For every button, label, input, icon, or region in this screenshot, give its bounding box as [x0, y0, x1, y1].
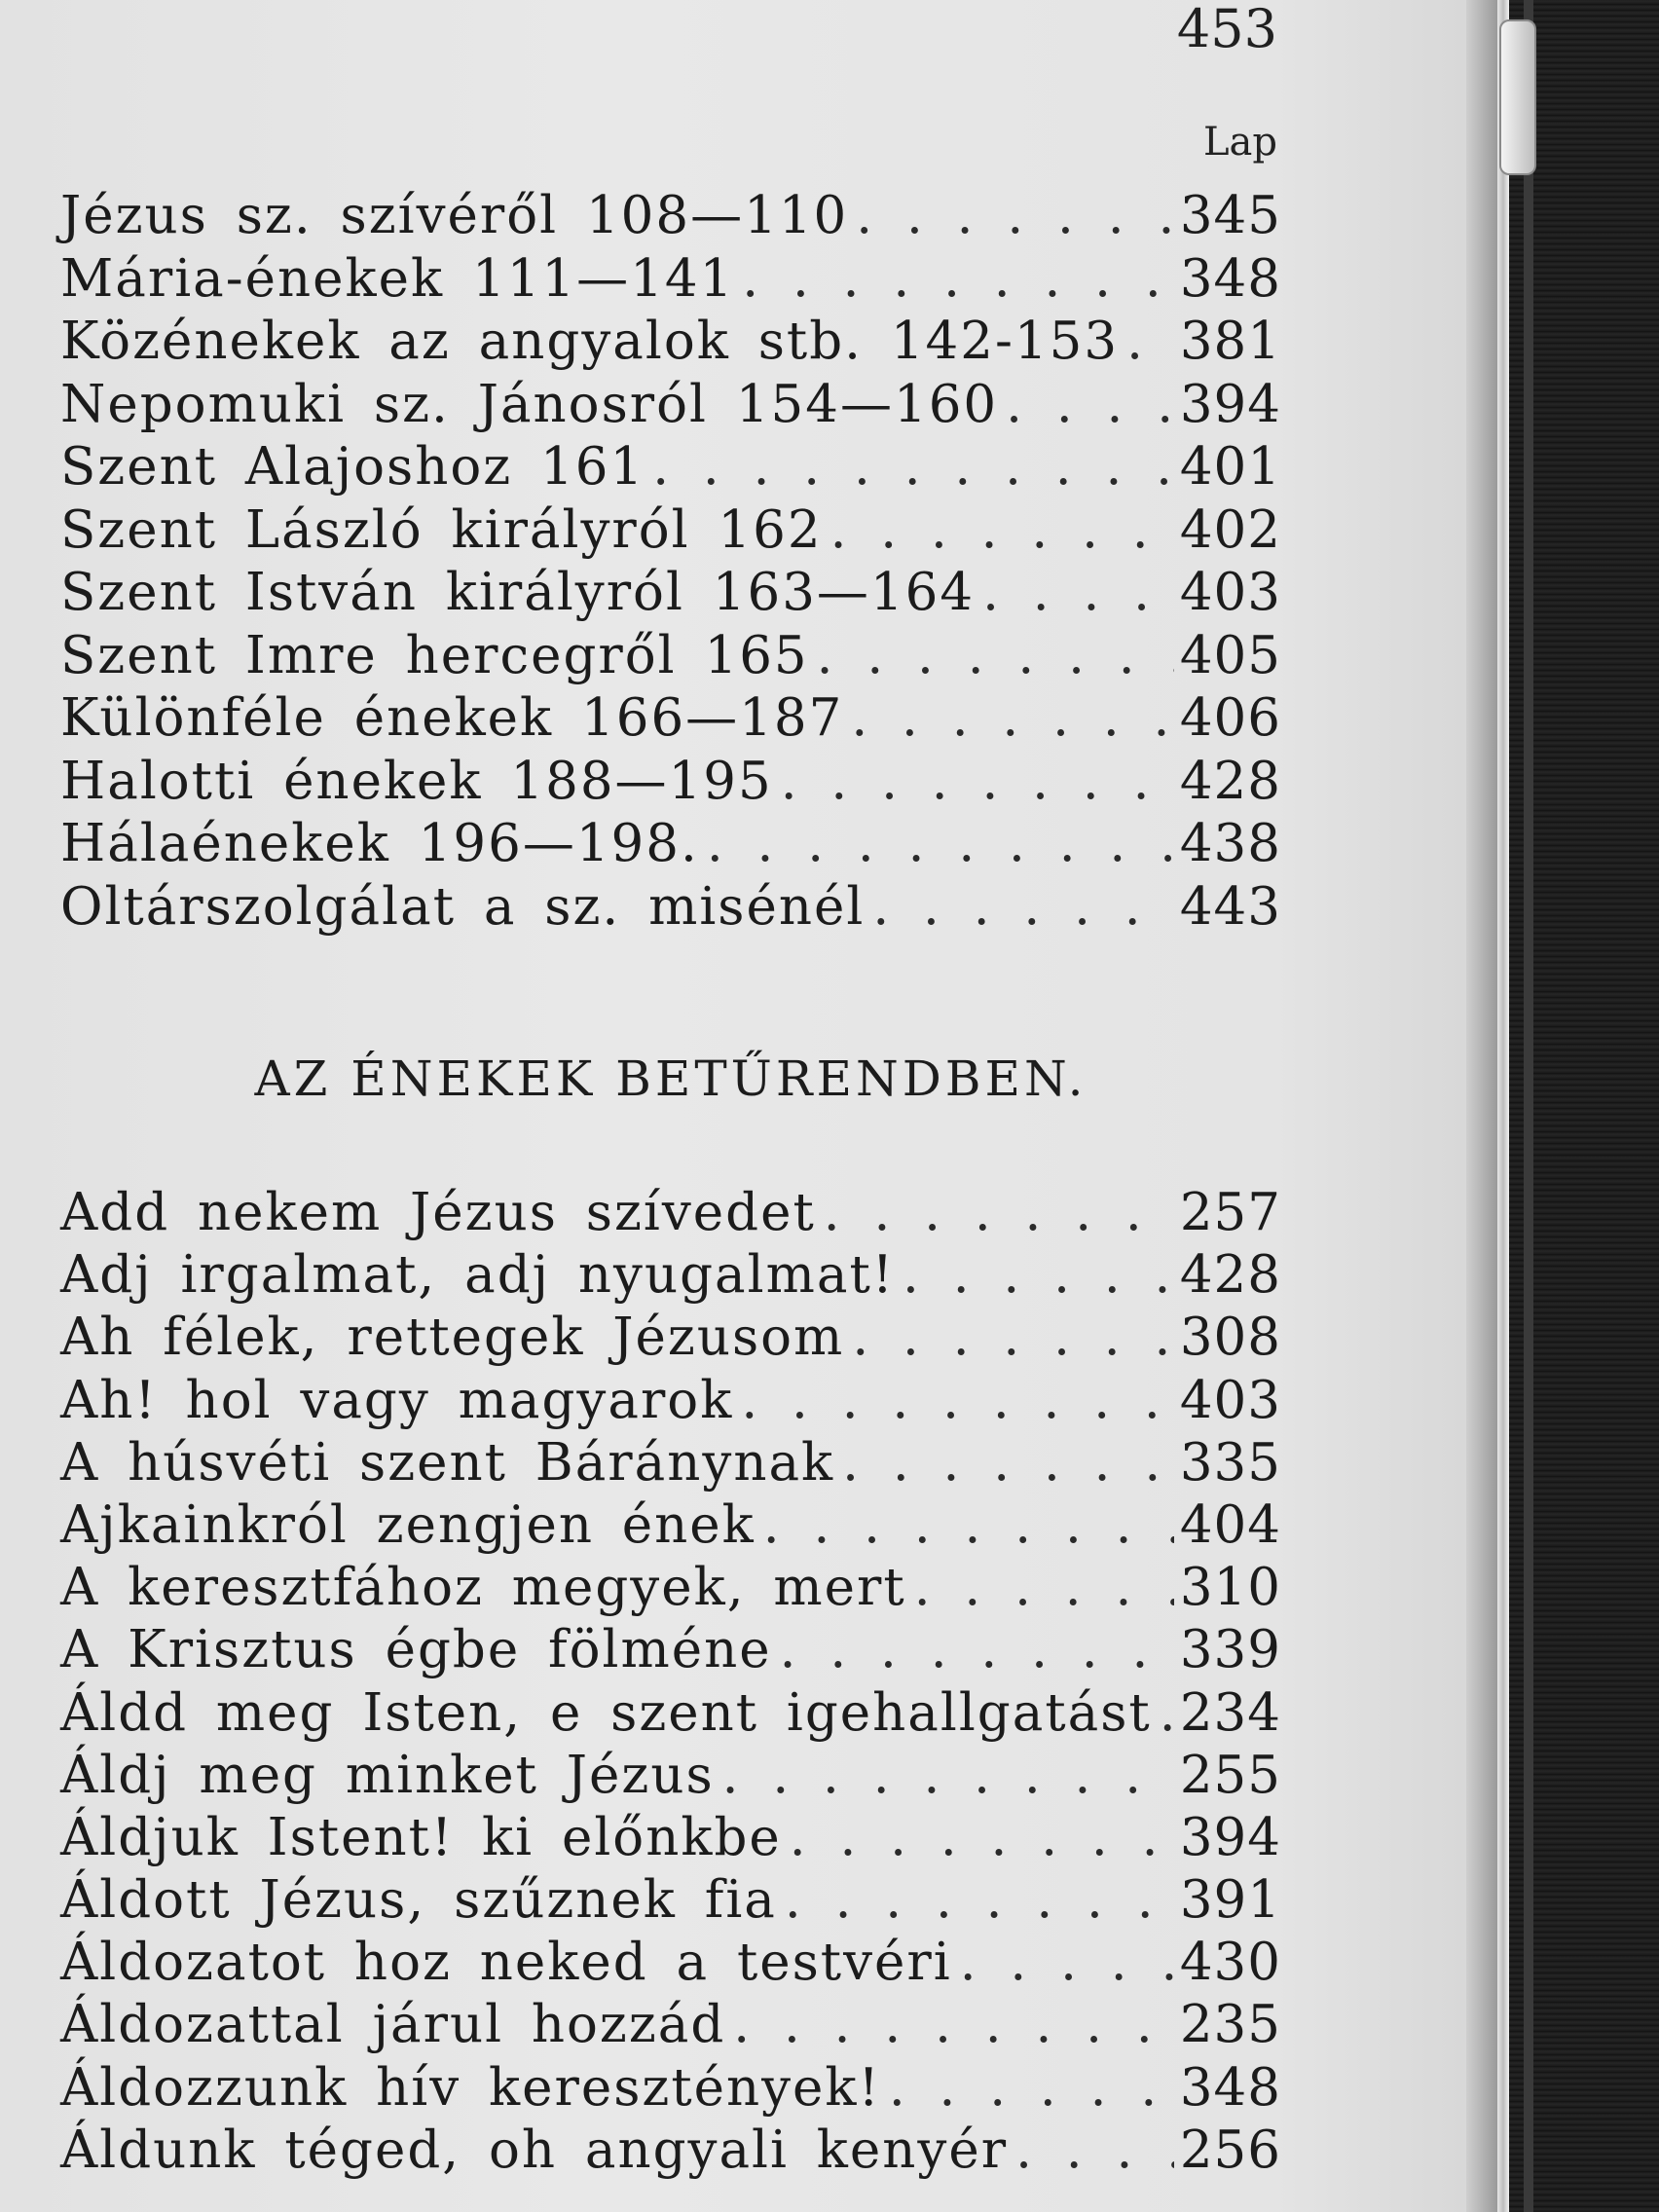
- song-title: Add nekem Jézus szívedet: [60, 1183, 816, 1242]
- song-entry: [60, 1745, 1281, 1807]
- dot-leader: [652, 436, 1174, 498]
- dot-leader: [851, 687, 1173, 750]
- dot-leader: [790, 1807, 1174, 1869]
- entry-page: 406: [1179, 688, 1281, 748]
- song-page: 308: [1179, 1308, 1281, 1368]
- song-page: 235: [1179, 1995, 1281, 2055]
- song-title: Áldjuk Istent! ki előnkbe: [60, 1807, 782, 1867]
- entry-title: Hálaénekek 196—198.: [60, 814, 699, 873]
- contents-entry: [60, 499, 1281, 563]
- page-number: 453: [1176, 0, 1277, 59]
- entry-title: Oltárszolgálat a sz. misénél: [60, 876, 866, 937]
- song-entry: [60, 1432, 1281, 1494]
- song-page: 234: [1179, 1682, 1281, 1743]
- dot-leader: [1015, 2120, 1174, 2182]
- entry-title: Szent István királyról 163—164: [60, 563, 976, 622]
- contents-entry: [60, 185, 1281, 248]
- dot-leader: [856, 185, 1174, 247]
- song-title: Adj irgalmat, adj nyugalmat!: [60, 1245, 896, 1306]
- dot-leader: [763, 1494, 1174, 1557]
- song-page: 394: [1179, 1807, 1281, 1867]
- entry-title: Mária-énekek 111—141: [60, 248, 735, 309]
- song-title: Áldozatot hoz neked a testvéri: [60, 1933, 952, 1993]
- dot-leader: [903, 1244, 1174, 1307]
- bookmark-clip: [1499, 19, 1536, 175]
- entry-page: 348: [1179, 248, 1281, 309]
- song-page: 255: [1179, 1745, 1281, 1805]
- song-page: 339: [1179, 1620, 1281, 1680]
- dot-leader: [872, 876, 1174, 939]
- contents-list: [60, 185, 1281, 939]
- song-page: 335: [1179, 1432, 1281, 1493]
- section-heading: AZ ÉNEKEK BETŰRENDBEN.: [254, 1051, 1088, 1107]
- dot-leader: [960, 1932, 1174, 1994]
- dot-leader: [982, 562, 1174, 624]
- dot-leader: [852, 1307, 1174, 1369]
- song-title: A keresztfához megyek, mert: [60, 1558, 906, 1618]
- song-entry: [60, 1494, 1281, 1557]
- song-entry: [60, 1994, 1281, 2056]
- entry-page: 403: [1179, 563, 1281, 622]
- song-title: Áldd meg Isten, e szent igehallgatást: [60, 1682, 1152, 1743]
- song-page: 428: [1179, 1245, 1281, 1306]
- dot-leader: [741, 1370, 1173, 1432]
- dot-leader: [914, 1557, 1174, 1619]
- entry-title: Halotti énekek 188—195: [60, 751, 773, 811]
- song-entry: [60, 1182, 1281, 1244]
- contents-entry: [60, 248, 1281, 312]
- song-page: 256: [1179, 2120, 1281, 2180]
- contents-entry: [60, 374, 1281, 437]
- dot-leader: [817, 625, 1174, 687]
- dot-leader: [1126, 311, 1174, 373]
- song-entry: [60, 1307, 1281, 1369]
- dot-leader: [889, 2057, 1174, 2120]
- entry-title: Jézus sz. szívéről 108—110: [60, 186, 849, 245]
- song-title: Áldott Jézus, szűznek fia: [60, 1870, 777, 1931]
- entry-page: 405: [1179, 625, 1281, 685]
- dot-leader: [842, 1432, 1174, 1494]
- song-page: 391: [1179, 1870, 1281, 1931]
- dot-leader: [722, 1745, 1174, 1807]
- song-title: Áldunk téged, oh angyali kenyér: [60, 2120, 1009, 2180]
- song-title: Ah! hol vagy magyarok: [60, 1370, 734, 1430]
- entry-page: 438: [1179, 814, 1281, 873]
- song-page: 403: [1179, 1370, 1281, 1430]
- song-title: Ah félek, rettegek Jézusom: [60, 1308, 845, 1368]
- song-title: Ajkainkról zengjen ének: [60, 1494, 756, 1555]
- entry-page: 443: [1179, 876, 1281, 937]
- contents-entry: [60, 562, 1281, 625]
- page-column-label: Lap: [1202, 120, 1277, 165]
- song-entry: [60, 1619, 1281, 1681]
- dot-leader: [1006, 374, 1174, 436]
- song-entry: [60, 1370, 1281, 1432]
- song-entry: [60, 2057, 1281, 2120]
- alphabetical-song-list: [60, 1182, 1281, 2182]
- song-page: 404: [1179, 1494, 1281, 1555]
- dot-leader: [707, 813, 1174, 875]
- song-entry: [60, 1869, 1281, 1932]
- song-title: Áldozzunk hív keresztények!: [60, 2057, 881, 2118]
- page-gutter-shadow: [1466, 0, 1497, 2212]
- song-title: A Krisztus égbe fölméne: [60, 1620, 772, 1680]
- contents-entry: [60, 687, 1281, 751]
- entry-title: Szent László királyról 162: [60, 499, 823, 560]
- entry-page: 381: [1179, 312, 1281, 371]
- entry-page: 401: [1179, 437, 1281, 497]
- entry-title: Szent Alajoshoz 161: [60, 437, 645, 497]
- song-title: Áldj meg minket Jézus: [60, 1745, 715, 1805]
- contents-entry: [60, 876, 1281, 940]
- contents-entry: [60, 436, 1281, 499]
- contents-entry: [60, 813, 1281, 876]
- entry-title: Nepomuki sz. Jánosról 154—160: [60, 374, 999, 434]
- contents-entry: [60, 311, 1281, 374]
- entry-title: Közénekek az angyalok stb. 142-153: [60, 312, 1120, 371]
- song-entry: [60, 1244, 1281, 1307]
- song-title: Áldozattal járul hozzád: [60, 1995, 726, 2055]
- dot-leader: [781, 751, 1174, 813]
- song-entry: [60, 1557, 1281, 1619]
- spine-highlight: [1524, 0, 1533, 2212]
- song-page: 310: [1179, 1558, 1281, 1618]
- song-entry: [60, 2120, 1281, 2182]
- contents-entry: [60, 751, 1281, 814]
- entry-page: 428: [1179, 751, 1281, 811]
- entry-page: 345: [1179, 186, 1281, 245]
- contents-entry: [60, 625, 1281, 688]
- entry-page: 394: [1179, 374, 1281, 434]
- song-page: 257: [1179, 1183, 1281, 1242]
- dot-leader: [780, 1619, 1174, 1681]
- song-title: A húsvéti szent Báránynak: [60, 1432, 835, 1493]
- entry-title: Különféle énekek 166—187: [60, 688, 844, 748]
- song-entry: [60, 1682, 1281, 1745]
- song-entry: [60, 1932, 1281, 1994]
- dot-leader: [824, 1182, 1174, 1244]
- entry-page: 402: [1179, 499, 1281, 560]
- song-page: 430: [1179, 1933, 1281, 1993]
- dot-leader: [785, 1869, 1174, 1932]
- song-page: 348: [1179, 2057, 1281, 2118]
- entry-title: Szent Imre hercegről 165: [60, 625, 809, 685]
- song-entry: [60, 1807, 1281, 1869]
- page-edge: [1497, 0, 1509, 2212]
- dot-leader: [733, 1994, 1174, 2056]
- dot-leader: [1160, 1682, 1174, 1745]
- dot-leader: [742, 248, 1174, 311]
- dot-leader: [830, 499, 1174, 562]
